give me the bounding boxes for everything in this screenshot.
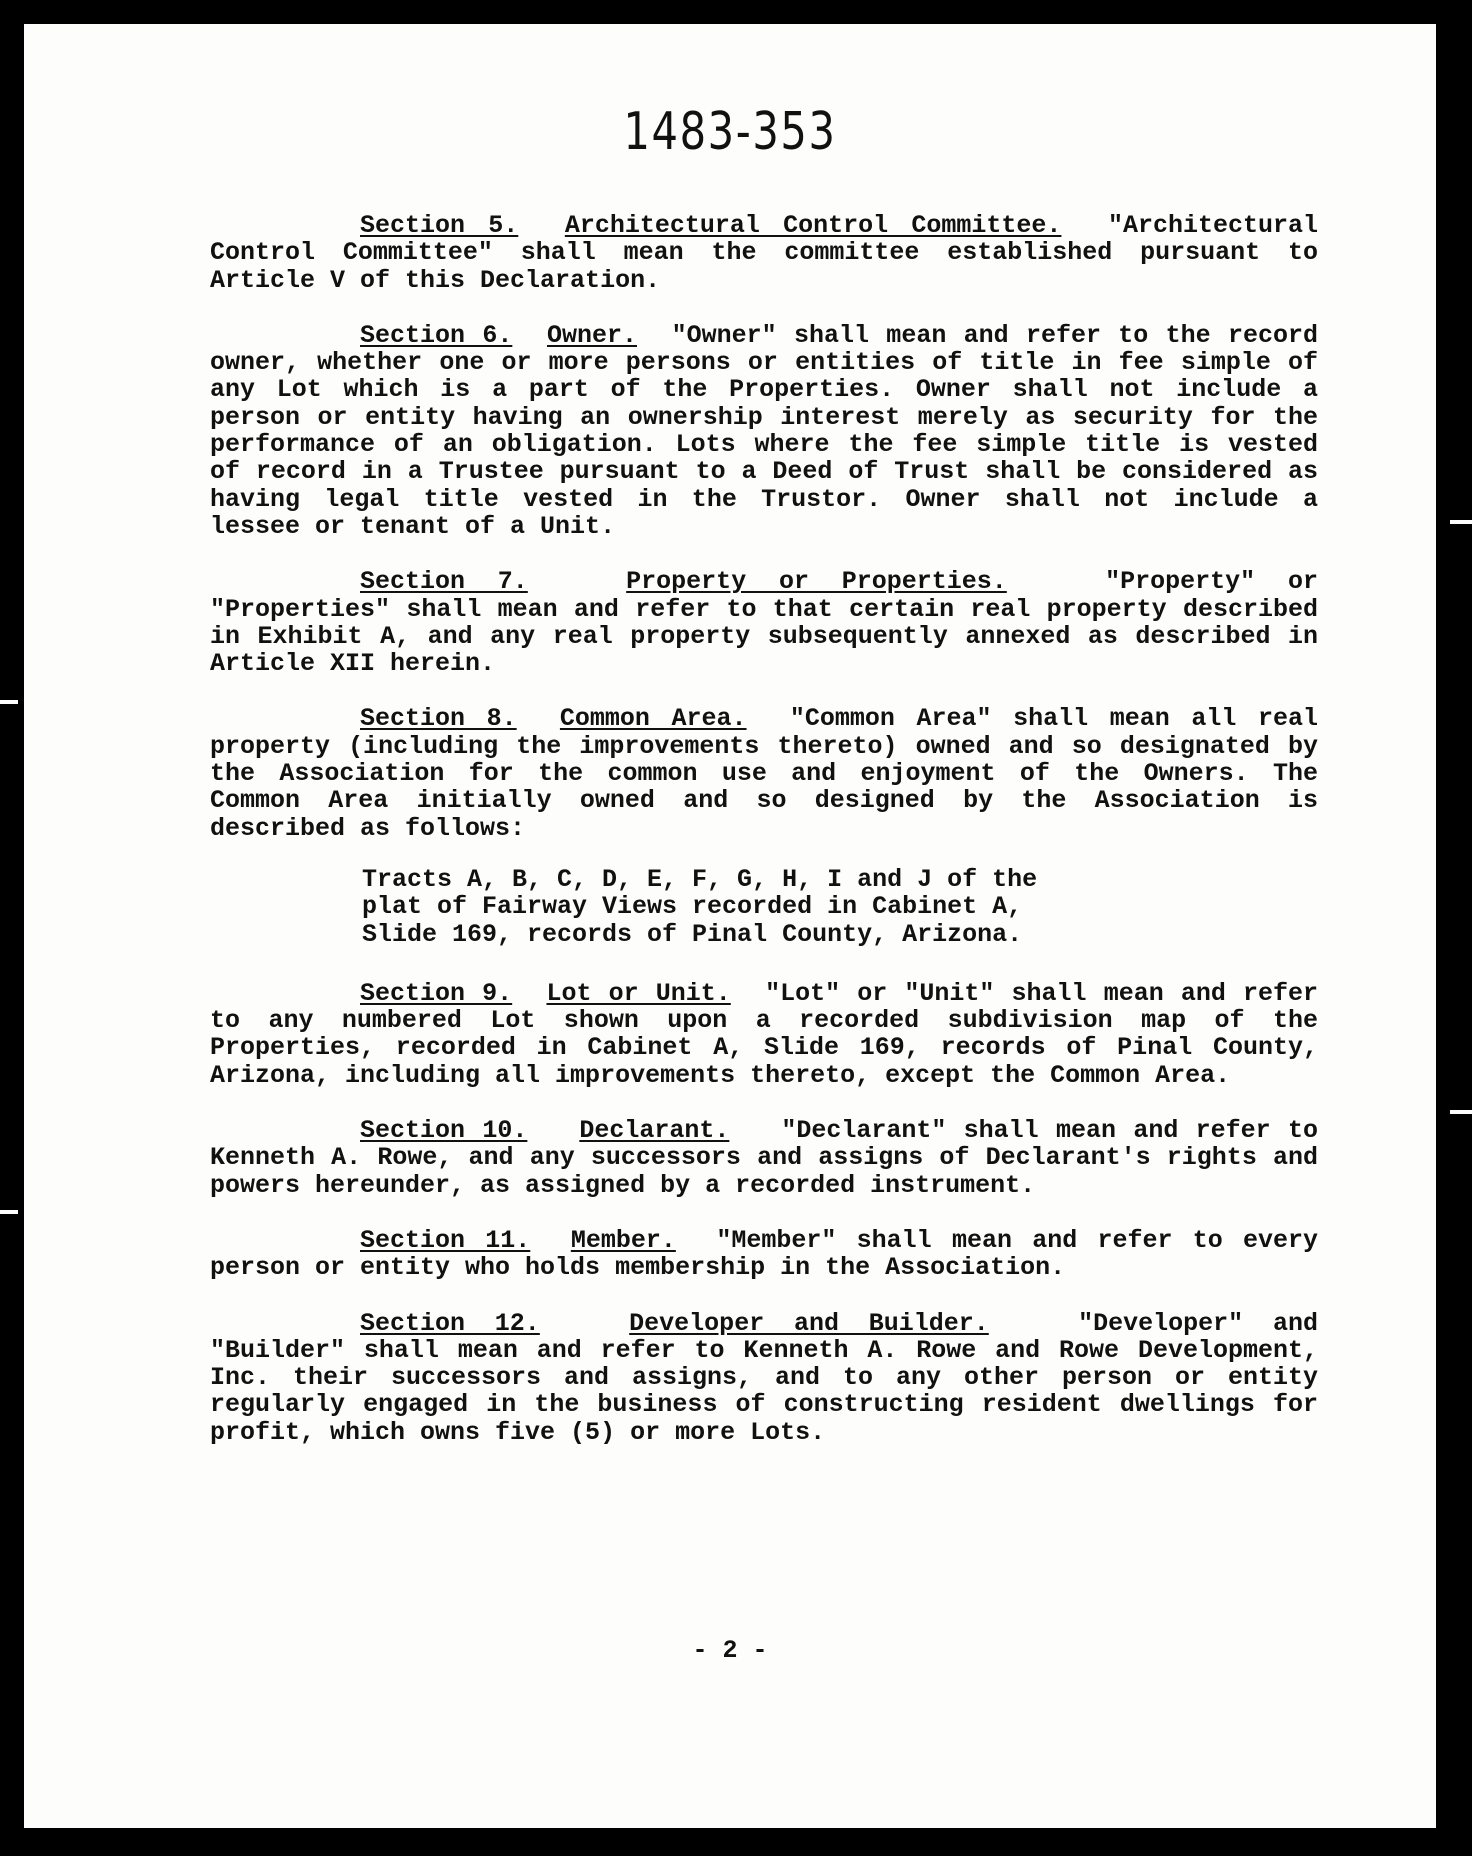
common-area-tracts: Tracts A, B, C, D, E, F, G, H, I and J of the plat of Fairway Views recorded in Cabinet A, Slide 169, records of Pinal County, Arizona.: [362, 864, 1038, 949]
section-12-title: Developer and Builder.: [629, 1308, 989, 1338]
scan-edge-mark: [1450, 1110, 1472, 1114]
section-12-number: Section 12.: [360, 1308, 540, 1338]
document-page: [24, 24, 1436, 1828]
section-7: [210, 568, 1318, 677]
section-5-title: Architectural Control Committee.: [564, 211, 1062, 240]
section-6-title: Owner.: [546, 320, 637, 350]
section-10-body: "Declarant" shall mean and refer to Kenneth A. Rowe, and any successors and assigns of Declarant's rights and powers hereunder, as assigned by a recorded instrument.: [210, 1116, 1319, 1200]
section-9-number: Section 9.: [360, 978, 513, 1008]
section-5-body: "Architectural Control Committee" shall mean the committee established pursuant to Article V of this Declaration.: [210, 211, 1319, 295]
section-11-title: Member.: [570, 1225, 676, 1255]
section-11-number: Section 11.: [360, 1225, 531, 1255]
section-7-body: "Property" or "Properties" shall mean and refer to that certain real property described in Exhibit A, and any real property subsequently annexed as described in Article XII herein.: [210, 567, 1318, 679]
section-8-body: "Common Area" shall mean all real property (including the improvements thereto) owned and so designated by the Association for the common use and enjoyment of the Owners. The Common Area initially owned and so designed by the Association is described as follows:: [210, 704, 1318, 843]
section-8-title: Common Area.: [559, 704, 747, 734]
section-10-number: Section 10.: [360, 1116, 528, 1146]
document-body: [210, 212, 1318, 1474]
section-9-body: "Lot" or "Unit" shall mean and refer to any numbered Lot shown upon a recorded subdivision map of the Properties, recorded in Cabinet A, Slide 169, records of Pinal County, Arizona, including all improvements thereto, except the Common Area.: [210, 978, 1319, 1090]
scan-edge-mark: [0, 1210, 18, 1214]
recording-stamp-number: 1483-353: [623, 102, 837, 162]
section-11-body: "Member" shall mean and refer to every person or entity who holds membership in the Association.: [210, 1225, 1319, 1283]
section-10-title: Declarant.: [579, 1116, 730, 1146]
scan-edge-mark: [1450, 520, 1472, 524]
section-7-number: Section 7.: [360, 567, 528, 597]
page-number: - 2 -: [692, 1636, 768, 1665]
scan-edge-mark: [0, 700, 18, 704]
section-9-title: Lot or Unit.: [546, 978, 731, 1008]
section-10: [210, 1117, 1318, 1199]
section-11: [210, 1227, 1318, 1282]
section-12-body: "Developer" and "Builder" shall mean and refer to Kenneth A. Rowe and Rowe Development, Inc. their successors and assigns, and to any other person or entity regularly engaged in the business of constructing resident dwellings for profit, which owns five (5) or more Lots.: [210, 1308, 1318, 1447]
section-6: [210, 322, 1318, 540]
section-6-number: Section 6.: [360, 320, 513, 350]
section-8-number: Section 8.: [360, 704, 517, 734]
section-5: [210, 212, 1318, 294]
section-8: [210, 705, 1318, 841]
section-12: [210, 1310, 1318, 1446]
section-9: [210, 980, 1318, 1089]
section-7-title: Property or Properties.: [626, 567, 1007, 597]
section-5-number: Section 5.: [360, 211, 519, 240]
section-6-body: "Owner" shall mean and refer to the record owner, whether one or more persons or entities of title in fee simple of any Lot which is a part of the Properties. Owner shall not include a person or entity having an ownership interest merely as security for the performance of an obligation. Lots where the fee simple title is vested of record in a Trustee pursuant to a Deed of Trust shall be considered as having legal title vested in the Trustor. Owner shall not include a lessee or tenant of a Unit.: [210, 320, 1318, 541]
